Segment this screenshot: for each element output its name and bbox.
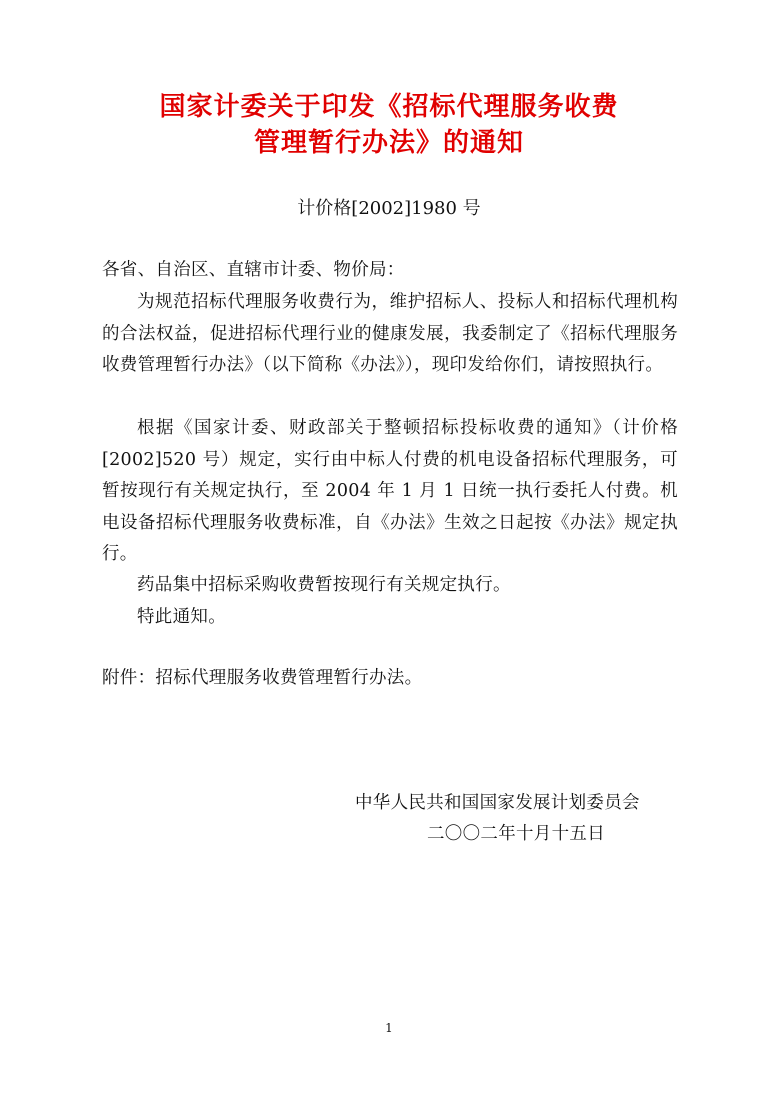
paragraph-notice: 特此通知。 bbox=[137, 607, 226, 627]
signature-organization: 中华人民共和国国家发展计划委员会 bbox=[355, 793, 640, 813]
document-number: 计价格[2002]1980 号 bbox=[297, 198, 481, 219]
document-title-line-2: 管理暂行办法》的通知 bbox=[253, 128, 524, 158]
page-number: 1 bbox=[385, 1021, 393, 1035]
document-title-line-1: 国家计委关于印发《招标代理服务收费 bbox=[159, 92, 619, 122]
paragraph-basis: 根据《国家计委、财政部关于整顿招标投标收费的通知》（计价格[2002]520 号）规定，实行由中标人付费的机电设备招标代理服务，可暂按现行有关规定执行，至 2004 年 1 月 1 日统一执行委托人付费。机电设备招标代理服务收费标准，自《办法》生效之日起按《办法》规定执行。 bbox=[102, 418, 678, 564]
salutation: 各省、自治区、直辖市计委、物价局： bbox=[102, 260, 405, 280]
paragraph-purpose: 为规范招标代理服务收费行为，维护招标人、投标人和招标代理机构的合法权益，促进招标代理行业的健康发展，我委制定了《招标代理服务收费管理暂行办法》（以下简称《办法》），现印发给你们，请按照执行。 bbox=[102, 292, 678, 375]
paragraph-pharmaceutical: 药品集中招标采购收费暂按现行有关规定执行。 bbox=[137, 575, 511, 595]
attachment-line: 附件：招标代理服务收费管理暂行办法。 bbox=[102, 668, 423, 688]
signature-date: 二〇〇二年十月十五日 bbox=[427, 824, 605, 844]
